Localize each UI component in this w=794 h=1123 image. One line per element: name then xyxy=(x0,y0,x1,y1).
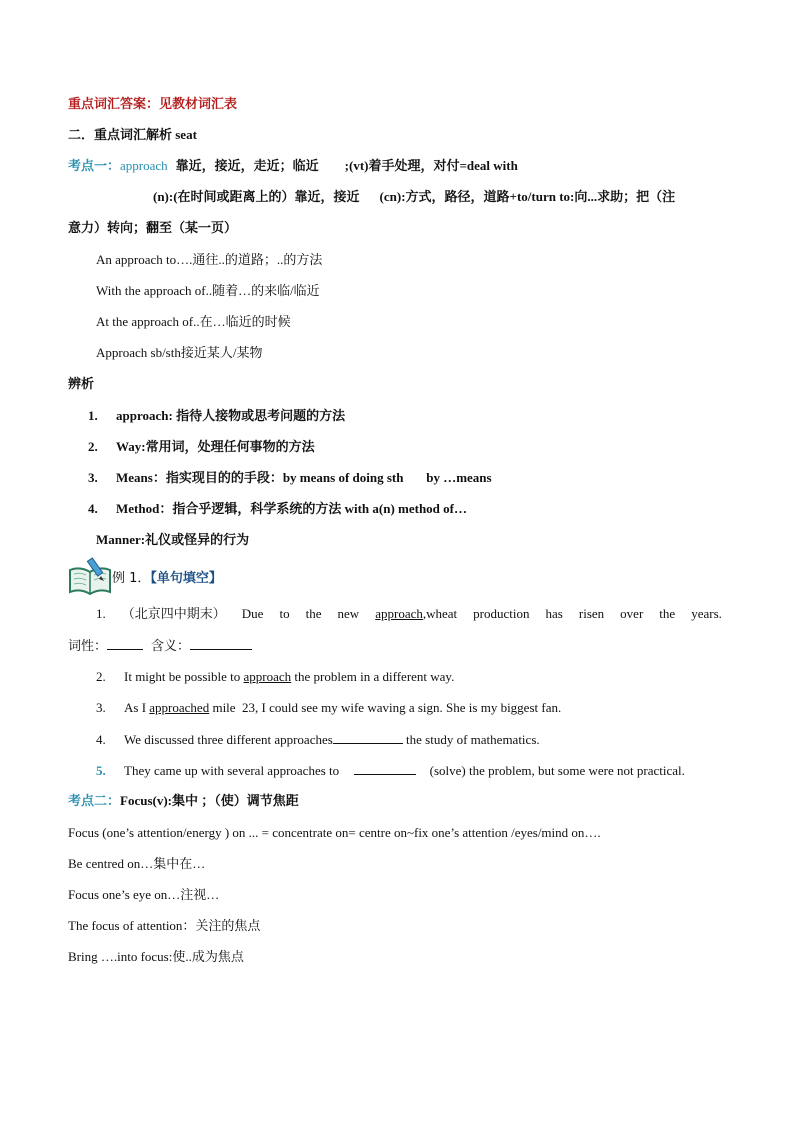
example-item-1-tokens xyxy=(96,606,722,622)
example-num: 2. xyxy=(96,669,106,684)
analysis-text: Way:常用词，处理任何事物的方法 xyxy=(116,439,315,454)
point2-line-5: Bring ….into focus:使..成为焦点 xyxy=(68,949,244,964)
part-of-speech-blank[interactable] xyxy=(107,637,143,650)
example-num: 4. xyxy=(96,732,106,747)
example-item-1-token: the xyxy=(659,606,676,621)
example-item-4 xyxy=(96,731,540,748)
heading-analysis: 二．重点词汇解析 seat xyxy=(68,127,197,142)
point2-line-1: Focus (one’s attention/energy ) on ... = concentrate on= centre on~fix one’s attention /eyes/mind on…. xyxy=(68,825,601,840)
example-item-1-line2 xyxy=(68,637,252,654)
example-item-3-post: mile 23, I could see my wife waving a sign. She is my biggest fan. xyxy=(209,700,562,715)
example-tag: 【单句填空】 xyxy=(150,570,222,585)
analysis-item-1 xyxy=(88,408,345,424)
example-header xyxy=(112,570,222,587)
analysis-num: 2. xyxy=(88,439,98,454)
manner-line: Manner:礼仪或怪异的行为 xyxy=(96,532,250,547)
meaning-label: 含义： xyxy=(151,638,191,653)
example-item-5-pre: They came up with several approaches to xyxy=(124,763,343,778)
example-item-5 xyxy=(96,762,685,779)
example-item-5-blank[interactable] xyxy=(354,762,416,775)
point2-line-4: The focus of attention：关注的焦点 xyxy=(68,918,261,933)
example-item-1-token: the xyxy=(305,606,322,621)
example-item-4-post: the study of mathematics. xyxy=(402,732,540,747)
analysis-num: 4. xyxy=(88,501,98,516)
example-item-2 xyxy=(96,669,454,685)
point2-label: 考点二： xyxy=(68,793,121,808)
example-item-1-token: approach,wheat xyxy=(375,606,458,621)
meaning-blank[interactable] xyxy=(190,637,252,650)
analysis-num: 1. xyxy=(88,408,98,423)
example-item-2-keyword: approach xyxy=(243,669,292,684)
example-item-5-post: (solve) the problem, but some were not practical. xyxy=(426,763,685,778)
analysis-num: 3. xyxy=(88,470,98,485)
example-item-1 xyxy=(96,606,722,622)
example-item-1-token: （北京四中期末） xyxy=(121,606,226,621)
point2-heading xyxy=(68,793,299,809)
example-num: 5. xyxy=(96,763,106,778)
point1-label: 考点一： xyxy=(68,158,121,173)
example-item-1-token: years. xyxy=(691,606,722,621)
analysis-text: Means：指实现目的的手段：by means of doing sth by …means xyxy=(116,470,492,485)
example-item-2-pre: It might be possible to xyxy=(124,669,244,684)
example-item-1-token: Due xyxy=(241,606,264,621)
example-item-4-blank[interactable] xyxy=(333,731,403,744)
phrase-3: At the approach of..在…临近的时候 xyxy=(96,314,291,329)
example-num: 3. xyxy=(96,700,106,715)
example-item-1-token: over xyxy=(620,606,644,621)
example-item-4-pre: We discussed three different approaches xyxy=(124,732,333,747)
point1-line1 xyxy=(68,158,518,174)
point1-line2 xyxy=(153,189,675,205)
point1-line2-b: (cn):方式，路径，道路+to/turn to:向...求助；把（注 xyxy=(379,189,676,204)
book-pencil-icon xyxy=(68,556,112,596)
example-item-1-token: new xyxy=(337,606,360,621)
example-item-3-pre: As I xyxy=(124,700,150,715)
example-item-3-keyword: approached xyxy=(149,700,210,715)
example-label: 例 1． xyxy=(112,571,151,586)
example-item-3 xyxy=(96,700,561,716)
point1-meaning-a: 靠近，接近，走近；临近 xyxy=(175,158,319,173)
phrase-2: With the approach of..随着…的来临/临近 xyxy=(96,283,320,298)
analysis-item-2 xyxy=(88,439,315,455)
point1-meaning-b: ;(vt)着手处理，对付=deal with xyxy=(344,158,518,173)
part-of-speech-label: 词性： xyxy=(68,638,108,653)
analysis-label: 辨析 xyxy=(68,376,95,391)
point2-line-3: Focus one’s eye on…注视… xyxy=(68,887,220,902)
phrase-4: Approach sb/sth接近某人/某物 xyxy=(96,345,263,360)
point1-line2-a: (n):(在时间或距离上的）靠近，接近 xyxy=(153,189,360,204)
analysis-text: approach: 指待人接物或思考问题的方法 xyxy=(116,408,346,423)
example-num: 1. xyxy=(96,606,106,621)
analysis-item-3 xyxy=(88,470,492,486)
point2-word: Focus(v):集中 ；（使）调节焦距 xyxy=(120,793,299,808)
example-item-1-token: risen xyxy=(578,606,605,621)
point1-word: approach xyxy=(120,158,168,173)
example-item-1-token: production xyxy=(473,606,530,621)
analysis-item-4 xyxy=(88,501,467,517)
analysis-text: Method：指合乎逻辑，科学系统的方法 with a(n) method of… xyxy=(116,501,467,516)
example-item-1-token: to xyxy=(279,606,290,621)
point1-line3: 意力）转向；翻至（某一页） xyxy=(68,220,238,235)
phrase-1: An approach to….通往..的道路；..的方法 xyxy=(96,252,323,267)
heading-answer: 重点词汇答案：见教材词汇表 xyxy=(68,96,238,111)
example-item-2-post: the problem in a different way. xyxy=(291,669,455,684)
point2-line-2: Be centred on…集中在… xyxy=(68,856,206,871)
example-item-1-token: has xyxy=(545,606,563,621)
